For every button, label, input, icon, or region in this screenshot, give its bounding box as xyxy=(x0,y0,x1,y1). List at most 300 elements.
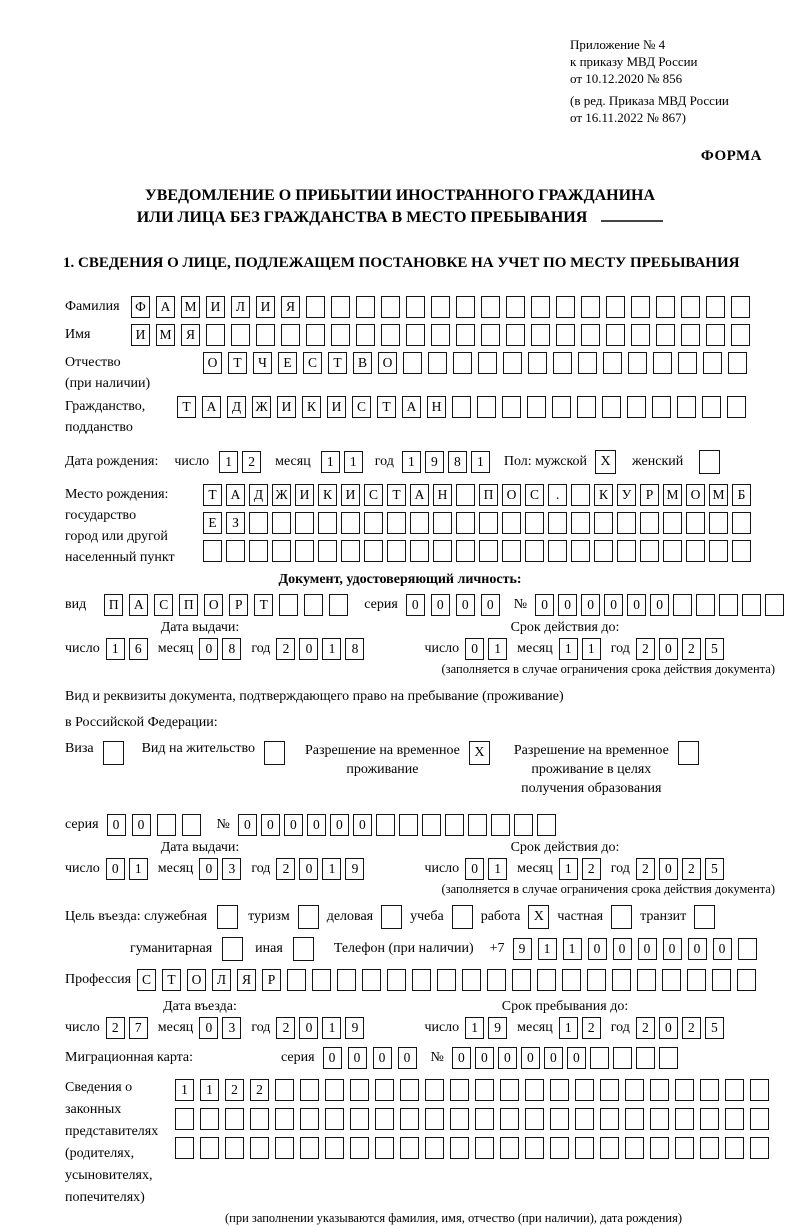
char-box[interactable] xyxy=(556,296,575,318)
char-box[interactable] xyxy=(731,324,750,346)
char-box[interactable]: 5 xyxy=(705,858,724,880)
char-box[interactable]: Н xyxy=(427,396,446,418)
char-box[interactable]: 1 xyxy=(465,1017,484,1039)
char-box[interactable] xyxy=(433,512,452,534)
char-box[interactable] xyxy=(528,352,547,374)
purpose-other-checkbox[interactable] xyxy=(293,937,314,961)
char-box[interactable] xyxy=(175,1137,194,1159)
char-box[interactable] xyxy=(337,969,356,991)
char-box[interactable]: 8 xyxy=(448,451,467,473)
char-box[interactable]: 0 xyxy=(406,594,425,616)
char-box[interactable] xyxy=(742,594,761,616)
char-box[interactable]: 0 xyxy=(713,938,732,960)
char-box[interactable]: А xyxy=(156,296,175,318)
char-box[interactable]: Я xyxy=(237,969,256,991)
char-box[interactable] xyxy=(452,396,471,418)
rvp-checkbox[interactable]: X xyxy=(469,741,490,765)
char-box[interactable]: Е xyxy=(278,352,297,374)
char-box[interactable] xyxy=(300,1079,319,1101)
char-box[interactable]: А xyxy=(202,396,221,418)
char-box[interactable] xyxy=(325,1108,344,1130)
char-box[interactable] xyxy=(548,512,567,534)
char-box[interactable] xyxy=(306,296,325,318)
char-box[interactable]: 0 xyxy=(638,938,657,960)
char-box[interactable]: 0 xyxy=(398,1047,417,1069)
char-box[interactable]: 0 xyxy=(323,1047,342,1069)
char-box[interactable] xyxy=(663,512,682,534)
char-box[interactable]: 6 xyxy=(129,638,148,660)
char-box[interactable] xyxy=(481,324,500,346)
char-box[interactable] xyxy=(249,540,268,562)
char-box[interactable] xyxy=(477,396,496,418)
purpose-private-checkbox[interactable] xyxy=(611,905,632,929)
char-box[interactable] xyxy=(606,324,625,346)
char-box[interactable] xyxy=(656,296,675,318)
char-box[interactable] xyxy=(375,1137,394,1159)
char-box[interactable] xyxy=(681,296,700,318)
char-box[interactable] xyxy=(481,296,500,318)
char-box[interactable] xyxy=(281,324,300,346)
char-box[interactable] xyxy=(300,1108,319,1130)
char-box[interactable] xyxy=(318,540,337,562)
char-box[interactable] xyxy=(406,324,425,346)
char-box[interactable] xyxy=(200,1137,219,1159)
char-box[interactable] xyxy=(725,1108,744,1130)
char-box[interactable] xyxy=(422,814,441,836)
char-box[interactable]: К xyxy=(302,396,321,418)
char-box[interactable]: 0 xyxy=(132,814,151,836)
char-box[interactable]: И xyxy=(256,296,275,318)
char-box[interactable] xyxy=(506,324,525,346)
char-box[interactable]: А xyxy=(226,484,245,506)
char-box[interactable]: 2 xyxy=(582,1017,601,1039)
char-box[interactable]: 0 xyxy=(588,938,607,960)
char-box[interactable]: И xyxy=(277,396,296,418)
char-box[interactable] xyxy=(625,1079,644,1101)
char-box[interactable] xyxy=(475,1108,494,1130)
char-box[interactable] xyxy=(431,324,450,346)
char-box[interactable]: 0 xyxy=(663,938,682,960)
char-box[interactable] xyxy=(725,1137,744,1159)
char-box[interactable]: 9 xyxy=(425,451,444,473)
char-box[interactable] xyxy=(600,1137,619,1159)
char-box[interactable]: Т xyxy=(203,484,222,506)
char-box[interactable]: 1 xyxy=(538,938,557,960)
char-box[interactable] xyxy=(350,1137,369,1159)
char-box[interactable] xyxy=(410,540,429,562)
char-box[interactable]: 2 xyxy=(582,858,601,880)
char-box[interactable]: 0 xyxy=(261,814,280,836)
char-box[interactable] xyxy=(613,1047,632,1069)
char-box[interactable]: 0 xyxy=(284,814,303,836)
char-box[interactable] xyxy=(295,540,314,562)
char-box[interactable]: 1 xyxy=(321,451,340,473)
char-box[interactable]: Т xyxy=(387,484,406,506)
char-box[interactable] xyxy=(631,324,650,346)
char-box[interactable] xyxy=(331,324,350,346)
char-box[interactable] xyxy=(750,1137,769,1159)
char-box[interactable]: М xyxy=(709,484,728,506)
char-box[interactable] xyxy=(279,594,298,616)
char-box[interactable]: 9 xyxy=(513,938,532,960)
char-box[interactable]: С xyxy=(137,969,156,991)
char-box[interactable] xyxy=(728,352,747,374)
char-box[interactable] xyxy=(537,969,556,991)
char-box[interactable] xyxy=(571,512,590,534)
char-box[interactable] xyxy=(602,396,621,418)
char-box[interactable] xyxy=(325,1137,344,1159)
char-box[interactable]: 1 xyxy=(322,638,341,660)
char-box[interactable]: О xyxy=(187,969,206,991)
char-box[interactable] xyxy=(433,540,452,562)
char-box[interactable] xyxy=(157,814,176,836)
char-box[interactable]: 0 xyxy=(106,858,125,880)
char-box[interactable] xyxy=(456,484,475,506)
sex-male-checkbox[interactable]: X xyxy=(595,450,616,474)
char-box[interactable]: 0 xyxy=(330,814,349,836)
char-box[interactable] xyxy=(410,512,429,534)
char-box[interactable] xyxy=(456,540,475,562)
char-box[interactable] xyxy=(625,1108,644,1130)
char-box[interactable] xyxy=(500,1108,519,1130)
char-box[interactable]: 2 xyxy=(276,1017,295,1039)
char-box[interactable] xyxy=(487,969,506,991)
char-box[interactable] xyxy=(662,969,681,991)
char-box[interactable]: 2 xyxy=(276,858,295,880)
char-box[interactable] xyxy=(525,1137,544,1159)
char-box[interactable]: 0 xyxy=(659,638,678,660)
char-box[interactable] xyxy=(381,324,400,346)
char-box[interactable] xyxy=(364,512,383,534)
char-box[interactable] xyxy=(502,396,521,418)
char-box[interactable] xyxy=(575,1079,594,1101)
char-box[interactable] xyxy=(709,540,728,562)
char-box[interactable] xyxy=(727,396,746,418)
char-box[interactable]: 1 xyxy=(488,638,507,660)
char-box[interactable]: О xyxy=(378,352,397,374)
char-box[interactable]: 2 xyxy=(682,1017,701,1039)
char-box[interactable]: 1 xyxy=(129,858,148,880)
char-box[interactable]: 0 xyxy=(650,594,669,616)
char-box[interactable]: 0 xyxy=(199,858,218,880)
char-box[interactable] xyxy=(750,1108,769,1130)
char-box[interactable]: 9 xyxy=(345,1017,364,1039)
char-box[interactable]: Я xyxy=(281,296,300,318)
char-box[interactable]: 0 xyxy=(431,594,450,616)
char-box[interactable] xyxy=(478,352,497,374)
char-box[interactable]: . xyxy=(548,484,567,506)
char-box[interactable] xyxy=(765,594,784,616)
char-box[interactable] xyxy=(673,594,692,616)
char-box[interactable] xyxy=(640,540,659,562)
char-box[interactable] xyxy=(400,1137,419,1159)
char-box[interactable] xyxy=(318,512,337,534)
char-box[interactable]: О xyxy=(203,352,222,374)
char-box[interactable]: 1 xyxy=(322,1017,341,1039)
char-box[interactable]: А xyxy=(410,484,429,506)
char-box[interactable] xyxy=(653,352,672,374)
char-box[interactable] xyxy=(306,324,325,346)
char-box[interactable]: 2 xyxy=(682,858,701,880)
char-box[interactable] xyxy=(275,1108,294,1130)
char-box[interactable]: 0 xyxy=(521,1047,540,1069)
char-box[interactable] xyxy=(675,1108,694,1130)
char-box[interactable]: 0 xyxy=(604,594,623,616)
char-box[interactable]: 3 xyxy=(222,858,241,880)
char-box[interactable] xyxy=(652,396,671,418)
char-box[interactable]: 2 xyxy=(276,638,295,660)
char-box[interactable]: 5 xyxy=(705,638,724,660)
char-box[interactable] xyxy=(453,352,472,374)
char-box[interactable]: С xyxy=(352,396,371,418)
char-box[interactable] xyxy=(506,296,525,318)
char-box[interactable] xyxy=(686,512,705,534)
char-box[interactable] xyxy=(687,969,706,991)
char-box[interactable] xyxy=(304,594,323,616)
char-box[interactable] xyxy=(525,512,544,534)
char-box[interactable] xyxy=(553,352,572,374)
char-box[interactable] xyxy=(650,1079,669,1101)
char-box[interactable]: 0 xyxy=(299,858,318,880)
char-box[interactable] xyxy=(295,512,314,534)
char-box[interactable]: Т xyxy=(228,352,247,374)
char-box[interactable]: К xyxy=(594,484,613,506)
char-box[interactable] xyxy=(663,540,682,562)
char-box[interactable] xyxy=(712,969,731,991)
char-box[interactable] xyxy=(571,484,590,506)
char-box[interactable]: 1 xyxy=(559,1017,578,1039)
char-box[interactable] xyxy=(656,324,675,346)
char-box[interactable]: К xyxy=(318,484,337,506)
char-box[interactable] xyxy=(350,1108,369,1130)
char-box[interactable]: О xyxy=(502,484,521,506)
char-box[interactable] xyxy=(450,1079,469,1101)
char-box[interactable]: 9 xyxy=(488,1017,507,1039)
char-box[interactable]: 2 xyxy=(106,1017,125,1039)
char-box[interactable] xyxy=(552,396,571,418)
char-box[interactable] xyxy=(581,296,600,318)
char-box[interactable] xyxy=(550,1137,569,1159)
char-box[interactable] xyxy=(231,324,250,346)
purpose-business-checkbox[interactable] xyxy=(381,905,402,929)
char-box[interactable]: Т xyxy=(177,396,196,418)
char-box[interactable]: Н xyxy=(433,484,452,506)
char-box[interactable]: 1 xyxy=(200,1079,219,1101)
char-box[interactable] xyxy=(590,1047,609,1069)
char-box[interactable]: Д xyxy=(227,396,246,418)
char-box[interactable] xyxy=(550,1079,569,1101)
char-box[interactable]: О xyxy=(204,594,223,616)
char-box[interactable] xyxy=(617,512,636,534)
char-box[interactable] xyxy=(362,969,381,991)
char-box[interactable] xyxy=(550,1108,569,1130)
char-box[interactable] xyxy=(341,540,360,562)
purpose-transit-checkbox[interactable] xyxy=(694,905,715,929)
char-box[interactable] xyxy=(226,540,245,562)
char-box[interactable]: 1 xyxy=(344,451,363,473)
char-box[interactable]: А xyxy=(402,396,421,418)
char-box[interactable]: 9 xyxy=(345,858,364,880)
char-box[interactable]: Л xyxy=(212,969,231,991)
char-box[interactable] xyxy=(750,1079,769,1101)
char-box[interactable] xyxy=(594,540,613,562)
char-box[interactable]: 2 xyxy=(242,451,261,473)
char-box[interactable] xyxy=(681,324,700,346)
char-box[interactable] xyxy=(678,352,697,374)
char-box[interactable] xyxy=(479,512,498,534)
char-box[interactable] xyxy=(514,814,533,836)
char-box[interactable]: 0 xyxy=(307,814,326,836)
char-box[interactable] xyxy=(600,1108,619,1130)
char-box[interactable]: О xyxy=(686,484,705,506)
char-box[interactable]: 1 xyxy=(559,638,578,660)
char-box[interactable] xyxy=(675,1079,694,1101)
char-box[interactable] xyxy=(702,396,721,418)
char-box[interactable] xyxy=(627,396,646,418)
char-box[interactable] xyxy=(403,352,422,374)
char-box[interactable] xyxy=(272,512,291,534)
purpose-work-checkbox[interactable]: X xyxy=(528,905,549,929)
char-box[interactable]: 8 xyxy=(345,638,364,660)
char-box[interactable]: Ж xyxy=(252,396,271,418)
char-box[interactable]: 0 xyxy=(456,594,475,616)
char-box[interactable]: И xyxy=(295,484,314,506)
char-box[interactable] xyxy=(387,512,406,534)
char-box[interactable] xyxy=(525,1108,544,1130)
char-box[interactable]: Т xyxy=(377,396,396,418)
char-box[interactable] xyxy=(425,1137,444,1159)
char-box[interactable] xyxy=(256,324,275,346)
char-box[interactable] xyxy=(617,540,636,562)
char-box[interactable] xyxy=(456,324,475,346)
char-box[interactable]: 2 xyxy=(636,1017,655,1039)
char-box[interactable]: 0 xyxy=(199,1017,218,1039)
sex-female-checkbox[interactable] xyxy=(699,450,720,474)
char-box[interactable]: М xyxy=(156,324,175,346)
char-box[interactable] xyxy=(250,1108,269,1130)
char-box[interactable] xyxy=(456,512,475,534)
char-box[interactable]: 1 xyxy=(488,858,507,880)
char-box[interactable] xyxy=(203,540,222,562)
char-box[interactable]: 0 xyxy=(613,938,632,960)
char-box[interactable]: П xyxy=(179,594,198,616)
char-box[interactable]: С xyxy=(525,484,544,506)
char-box[interactable] xyxy=(700,1137,719,1159)
char-box[interactable] xyxy=(503,352,522,374)
char-box[interactable] xyxy=(531,324,550,346)
char-box[interactable]: 0 xyxy=(535,594,554,616)
char-box[interactable]: 2 xyxy=(682,638,701,660)
char-box[interactable] xyxy=(376,814,395,836)
char-box[interactable] xyxy=(399,814,418,836)
char-box[interactable] xyxy=(531,296,550,318)
char-box[interactable] xyxy=(312,969,331,991)
char-box[interactable]: 1 xyxy=(559,858,578,880)
char-box[interactable] xyxy=(732,512,751,534)
char-box[interactable] xyxy=(512,969,531,991)
char-box[interactable] xyxy=(675,1137,694,1159)
char-box[interactable]: Е xyxy=(203,512,222,534)
char-box[interactable]: Ч xyxy=(253,352,272,374)
char-box[interactable]: 2 xyxy=(636,638,655,660)
char-box[interactable] xyxy=(631,296,650,318)
char-box[interactable] xyxy=(491,814,510,836)
char-box[interactable] xyxy=(275,1079,294,1101)
char-box[interactable] xyxy=(456,296,475,318)
char-box[interactable]: 1 xyxy=(106,638,125,660)
char-box[interactable]: 5 xyxy=(705,1017,724,1039)
char-box[interactable]: 8 xyxy=(222,638,241,660)
char-box[interactable] xyxy=(475,1079,494,1101)
char-box[interactable]: 1 xyxy=(402,451,421,473)
char-box[interactable]: Р xyxy=(229,594,248,616)
char-box[interactable] xyxy=(571,540,590,562)
char-box[interactable]: П xyxy=(479,484,498,506)
char-box[interactable] xyxy=(450,1137,469,1159)
char-box[interactable]: 0 xyxy=(481,594,500,616)
char-box[interactable]: 2 xyxy=(636,858,655,880)
residence-permit-checkbox[interactable] xyxy=(264,741,285,765)
char-box[interactable] xyxy=(400,1079,419,1101)
char-box[interactable] xyxy=(525,1079,544,1101)
char-box[interactable] xyxy=(578,352,597,374)
char-box[interactable] xyxy=(537,814,556,836)
char-box[interactable]: 3 xyxy=(222,1017,241,1039)
char-box[interactable]: 2 xyxy=(250,1079,269,1101)
char-box[interactable] xyxy=(731,296,750,318)
char-box[interactable] xyxy=(581,324,600,346)
char-box[interactable] xyxy=(500,1079,519,1101)
char-box[interactable] xyxy=(406,296,425,318)
char-box[interactable]: Т xyxy=(328,352,347,374)
char-box[interactable] xyxy=(425,1079,444,1101)
char-box[interactable]: 1 xyxy=(563,938,582,960)
char-box[interactable] xyxy=(527,396,546,418)
char-box[interactable]: 0 xyxy=(373,1047,392,1069)
char-box[interactable] xyxy=(706,324,725,346)
char-box[interactable]: У xyxy=(617,484,636,506)
char-box[interactable] xyxy=(468,814,487,836)
char-box[interactable]: 0 xyxy=(659,858,678,880)
char-box[interactable] xyxy=(341,512,360,534)
char-box[interactable]: 2 xyxy=(225,1079,244,1101)
char-box[interactable] xyxy=(575,1108,594,1130)
char-box[interactable] xyxy=(625,1137,644,1159)
char-box[interactable]: 0 xyxy=(348,1047,367,1069)
char-box[interactable]: 0 xyxy=(567,1047,586,1069)
char-box[interactable]: 0 xyxy=(465,858,484,880)
char-box[interactable] xyxy=(412,969,431,991)
char-box[interactable]: 1 xyxy=(471,451,490,473)
char-box[interactable]: 0 xyxy=(107,814,126,836)
char-box[interactable] xyxy=(603,352,622,374)
char-box[interactable] xyxy=(387,969,406,991)
char-box[interactable] xyxy=(225,1137,244,1159)
char-box[interactable]: 0 xyxy=(659,1017,678,1039)
char-box[interactable] xyxy=(636,1047,655,1069)
char-box[interactable] xyxy=(606,296,625,318)
char-box[interactable]: П xyxy=(104,594,123,616)
char-box[interactable]: Ж xyxy=(272,484,291,506)
char-box[interactable] xyxy=(640,512,659,534)
char-box[interactable] xyxy=(562,969,581,991)
char-box[interactable] xyxy=(182,814,201,836)
char-box[interactable] xyxy=(628,352,647,374)
char-box[interactable] xyxy=(587,969,606,991)
char-box[interactable] xyxy=(364,540,383,562)
char-box[interactable] xyxy=(703,352,722,374)
char-box[interactable] xyxy=(700,1108,719,1130)
